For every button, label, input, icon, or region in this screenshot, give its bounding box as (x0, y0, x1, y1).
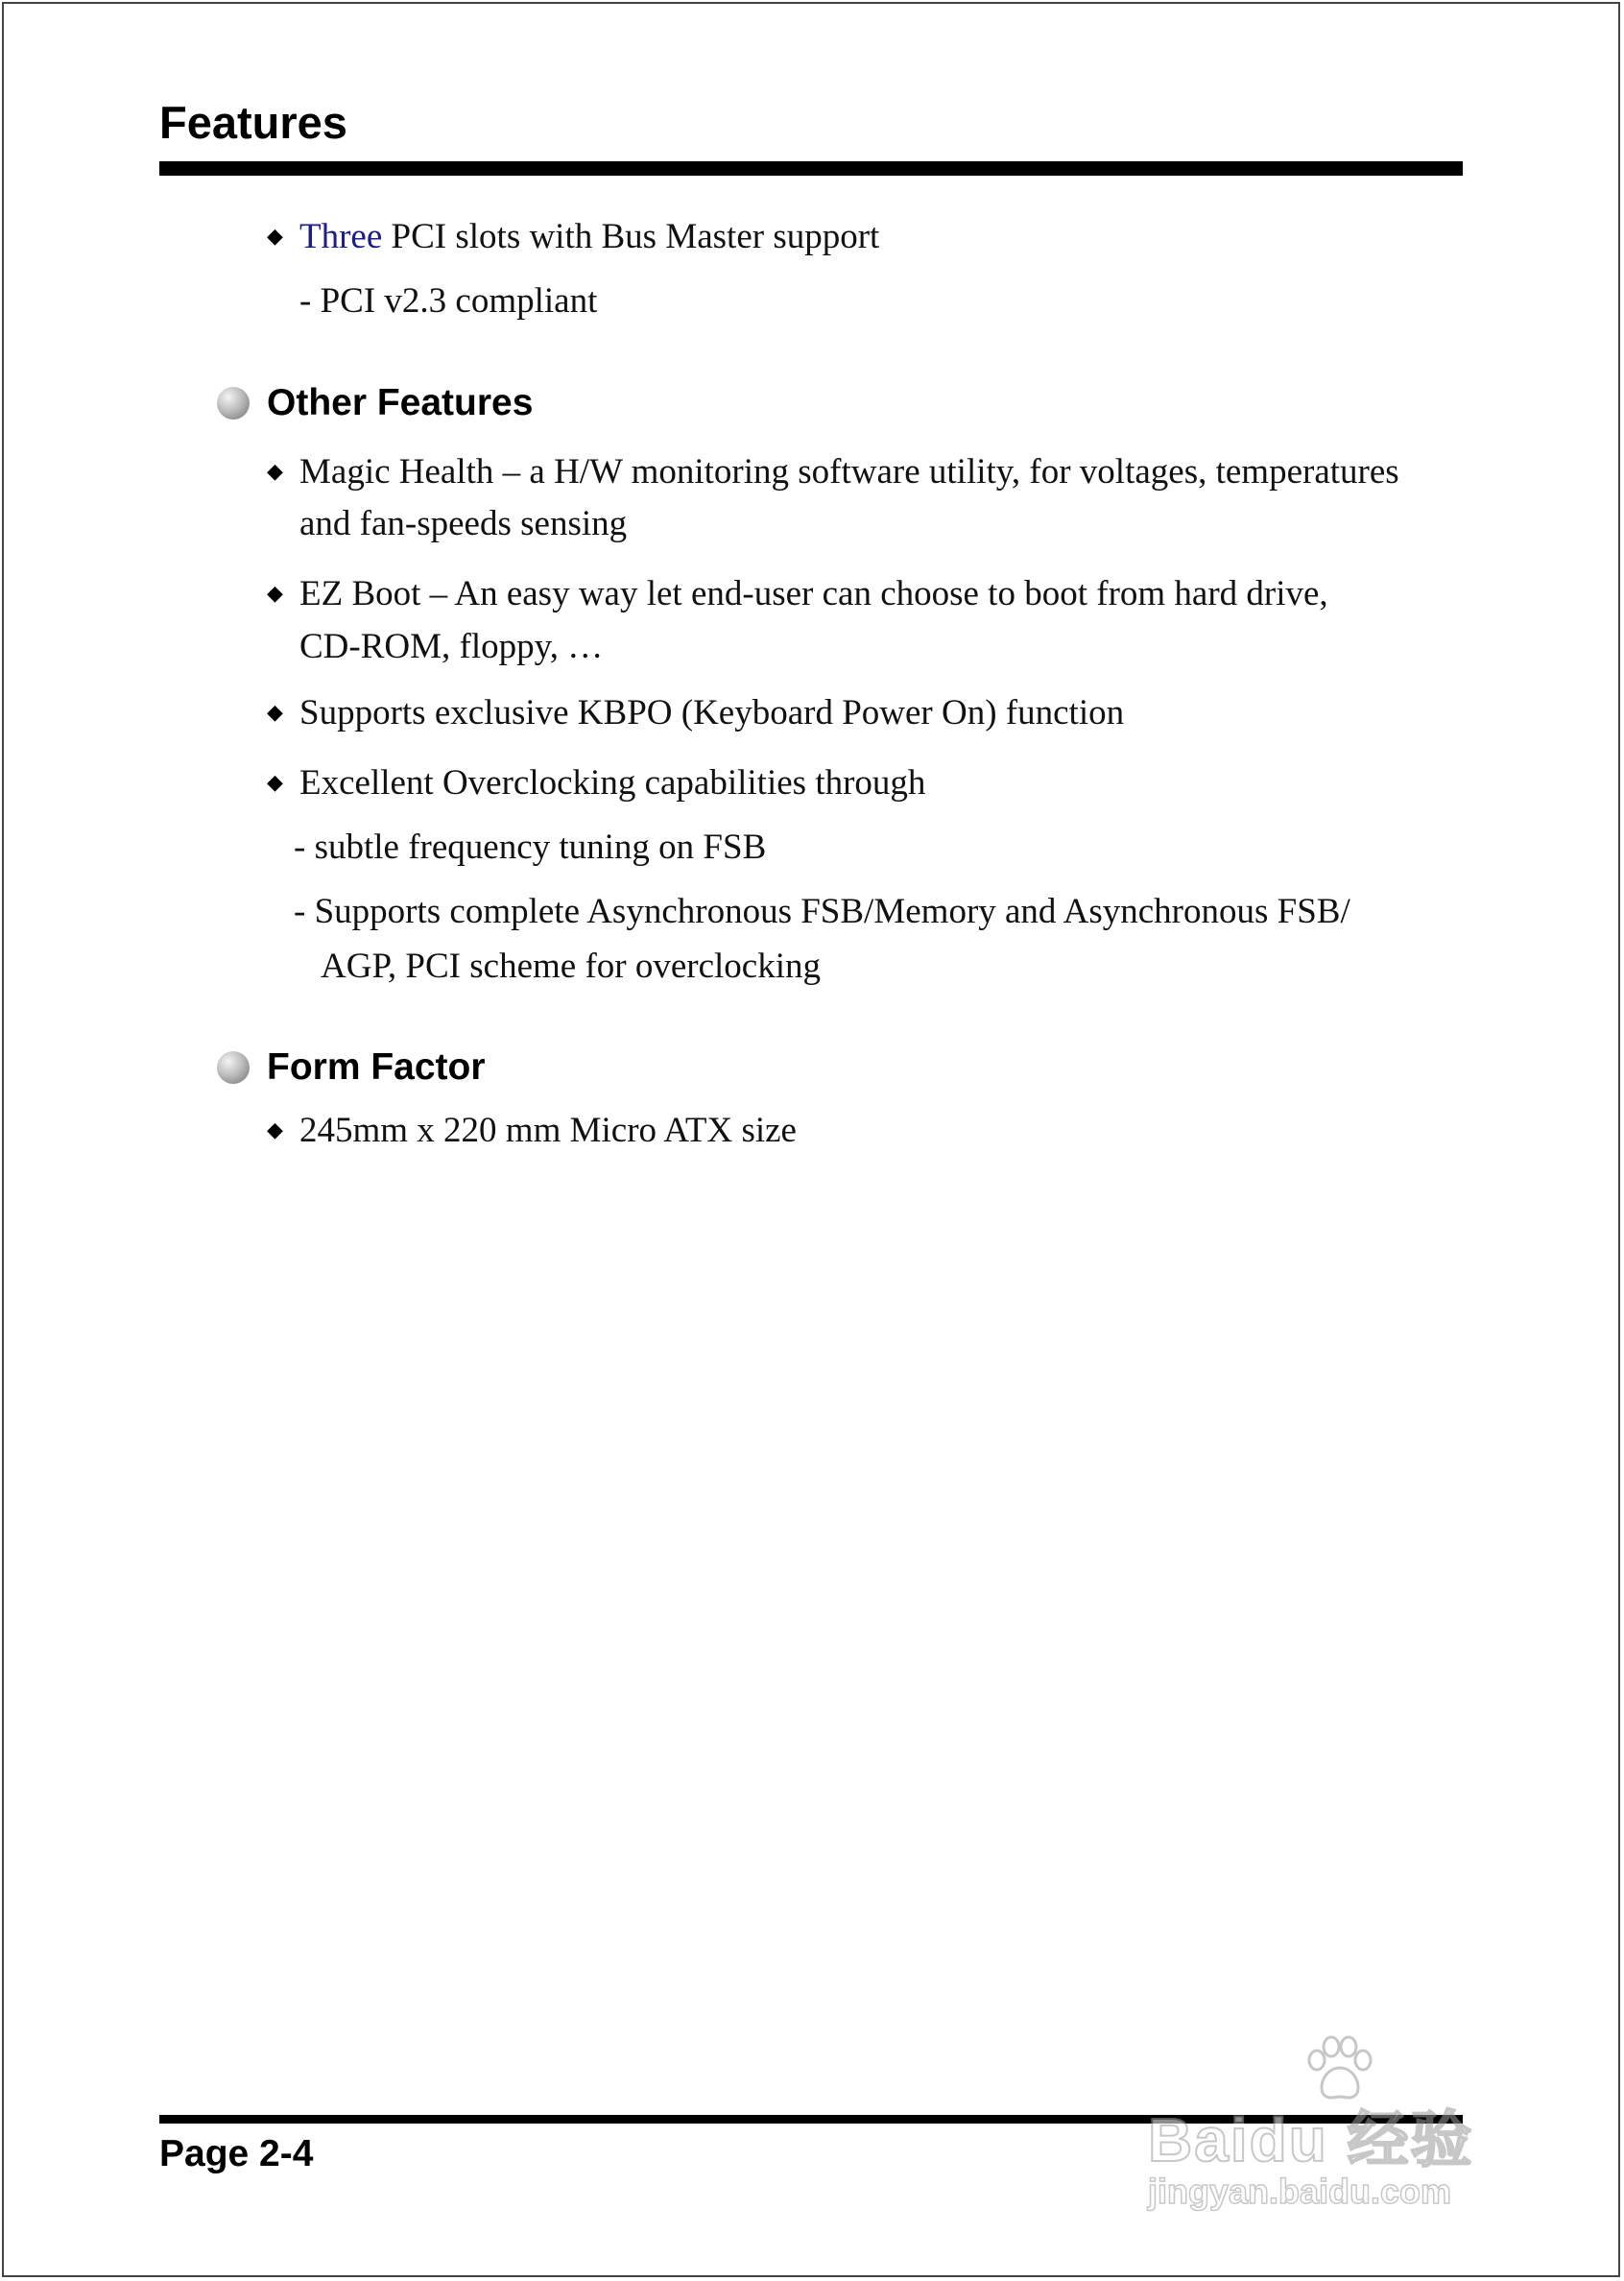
diamond-bullet-icon: ◆ (267, 1117, 283, 1141)
watermark (1148, 2035, 1532, 2227)
sub-item-continuation: AGP, PCI scheme for overclocking (321, 947, 821, 986)
section-heading-other-features (217, 382, 533, 424)
list-item-continuation: CD-ROM, floppy, … (299, 627, 604, 666)
list-item-text: Magic Health – a H/W monitoring software utility, for voltages, temperatures (299, 452, 1399, 492)
watermark-brand: Baidu 经验 (1148, 2105, 1474, 2174)
pci-accent-word: Three (299, 217, 383, 256)
list-item-ez-boot (267, 566, 1328, 621)
page-number: Page 2-4 (159, 2133, 314, 2174)
diamond-bullet-icon: ◆ (267, 581, 283, 605)
sub-item-fsb-tuning: - subtle frequency tuning on FSB (294, 828, 767, 867)
list-item-magic-health (267, 444, 1399, 499)
sphere-bullet-icon (217, 1051, 250, 1084)
list-item-overclocking (267, 756, 925, 810)
pci-bullet-text: PCI slots with Bus Master support (382, 217, 880, 256)
pci-bullet (267, 209, 879, 264)
list-item-text: Excellent Overclocking capabilities through (299, 763, 926, 803)
watermark-url: jingyan.baidu.com (1148, 2172, 1452, 2211)
page-border (2, 2, 1620, 2277)
sub-item-async: - Supports complete Asynchronous FSB/Memory and Asynchronous FSB/ (294, 892, 1350, 931)
diamond-bullet-icon: ◆ (267, 700, 283, 724)
section-heading-form-factor (217, 1046, 486, 1089)
list-item-continuation: and fan-speeds sensing (299, 504, 628, 543)
sphere-bullet-icon (217, 387, 250, 420)
page-title: Features (159, 97, 347, 148)
diamond-bullet-icon: ◆ (267, 459, 283, 483)
list-item-text: Supports exclusive KBPO (Keyboard Power On) function (299, 693, 1125, 732)
header-rule (159, 161, 1463, 176)
diamond-bullet-icon: ◆ (267, 224, 283, 248)
list-item-text: EZ Boot – An easy way let end-user can choose to boot from hard drive, (299, 574, 1328, 613)
list-item-form-factor (267, 1103, 797, 1158)
diamond-bullet-icon: ◆ (267, 770, 283, 794)
list-item-kbpo (267, 685, 1124, 740)
section-heading-text: Other Features (267, 382, 534, 423)
list-item-text: 245mm x 220 mm Micro ATX size (299, 1111, 797, 1150)
pci-sub-item: - PCI v2.3 compliant (299, 281, 598, 321)
section-heading-text: Form Factor (267, 1046, 486, 1088)
